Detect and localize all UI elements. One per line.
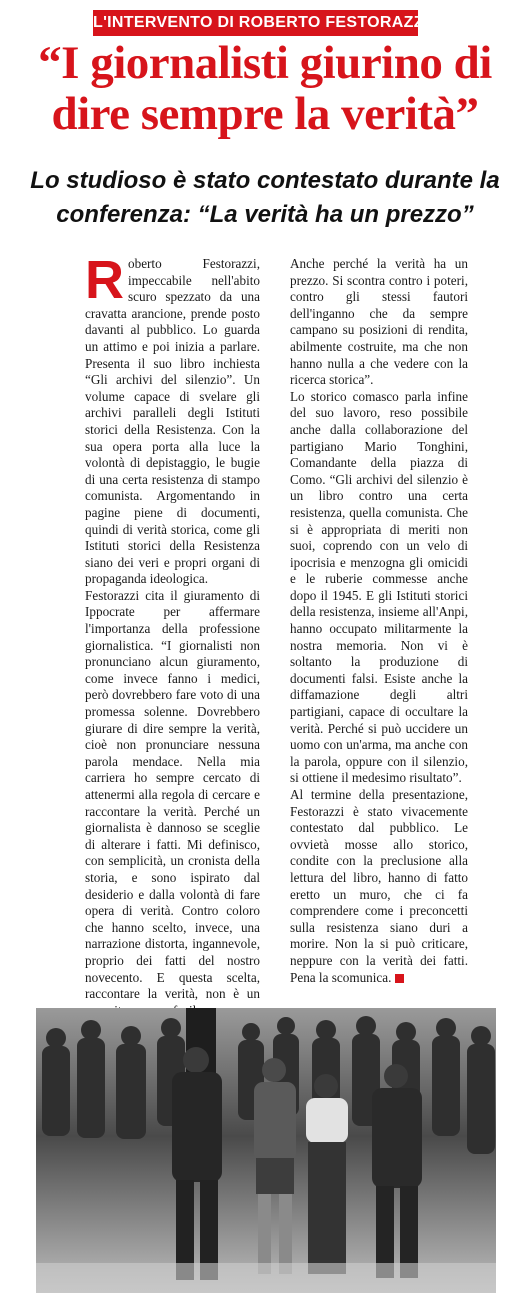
- article-paragraph: [290, 787, 468, 986]
- article-paragraph: Lo storico comasco parla infine del suo lavoro, reso possibile anche dalla collaborazione del partigiano Mario Tonghini, Comandante della piazza di Como. “Gli archivi del silenzio è un libro contro una certa resistenza, quella comunista. Che si è appropriata di meriti non suoi, coprendo con un velo di ipocrisia e menzogna gli omicidi e le ruberie commesse anche dopo il 1945. E gli Istituti storici della resistenza, insieme all'Anpi, hanno occupato militarmente la nostra memoria. Non vi è soltanto la produzione di documenti falsi. Esiste anche la diffamazione degli altri partigiani, capace di occultare la verità. Perché si può uccidere un uomo con un'arma, ma anche con la parola, oppure con il silenzio, si ottiene il medesimo risultato”.: [290, 388, 468, 786]
- article-paragraph: Anche perché la verità ha un prezzo. Si scontra contro i poteri, contro gli stessi fautori dell'inganno che da sempre campano su posizioni di rendita, abilmente costruite, ma che non hanno nulla a che vedere con la ricerca storica”.: [290, 256, 468, 388]
- paragraph-text: oberto Festorazzi, impeccabile nell'abito scuro spezzato da una cravatta arancione, prende posto davanti al pubblico. Lo guarda un attimo e poi inizia a parlare. Presenta il suo libro inchiesta “Gli archivi del silenzio”. Un volume capace di svelare gli archivi paralleli degli Istituti storici della Resistenza. Con la sua opera porta alla luce la volontà di depistaggio, le bugie di una certa resistenza di stampo comunista. Argomentando in pagine piene di documenti, quindi di verità storica, come gli Istituti storici della Resistenza siano dei veri e propri organi di propaganda ideologica.: [85, 256, 260, 587]
- article-paragraph: [85, 250, 260, 588]
- paragraph-text: Al termine della presentazione, Festorazzi è stato vivacemente contestato dal pubblico. Le ovvietà mosse allo storico, condite con la preclusione alla lettura del libro, hanno di fatto eretto un muro, che ci fa comprendere come i preconcetti sulla resistenza siano duri a morire. Non la si può criticare, neppure con la verità dei fatti. Pena la scomunica.: [290, 787, 468, 985]
- end-of-article-square-icon: [395, 974, 404, 983]
- article-column-right: [290, 256, 468, 986]
- headline: “I giornalisti giurino di dire sempre la verità”: [38, 37, 492, 140]
- subtitle: Lo studioso è stato contestato durante la conferenza: “La verità ha un prezzo”: [30, 167, 500, 228]
- article-paragraph: Festorazzi cita il giuramento di Ippocrate per affermare l'importanza della professione giornalistica. “I giornalisti non pronunciano alcun giuramento, come invece fanno i medici, però dovrebbero fare voto di una promessa solenne. Dovrebbero giurare di dire sempre la verità, cioè non pronunciare nessuna parola mendace. Nella mia carriera ho sempre cercato di attenermi alla regola di cercare e raccontare la verità. Perché un giornalista è dannoso se sceglie di alterare i fatti. Mi definisco, con semplicità, un cronista della storia, e sono ispirato dal desiderio e dalla volontà di fare opera di verità. Contro coloro che hanno scelto, invece, una narrazione distorta, ingannevole, proprio dei fatti del nostro novecento. E questa scelta, raccontare la verità, non è un: [85, 587, 260, 1002]
- ground: [36, 1263, 496, 1293]
- drop-cap: R: [85, 250, 124, 310]
- photo-illustration: [36, 1008, 496, 1293]
- section-kicker: L'INTERVENTO DI ROBERTO FESTORAZZI: [93, 10, 418, 36]
- black-and-white-photo-of-partisans: [36, 1008, 496, 1293]
- article-column-left: [85, 250, 260, 1019]
